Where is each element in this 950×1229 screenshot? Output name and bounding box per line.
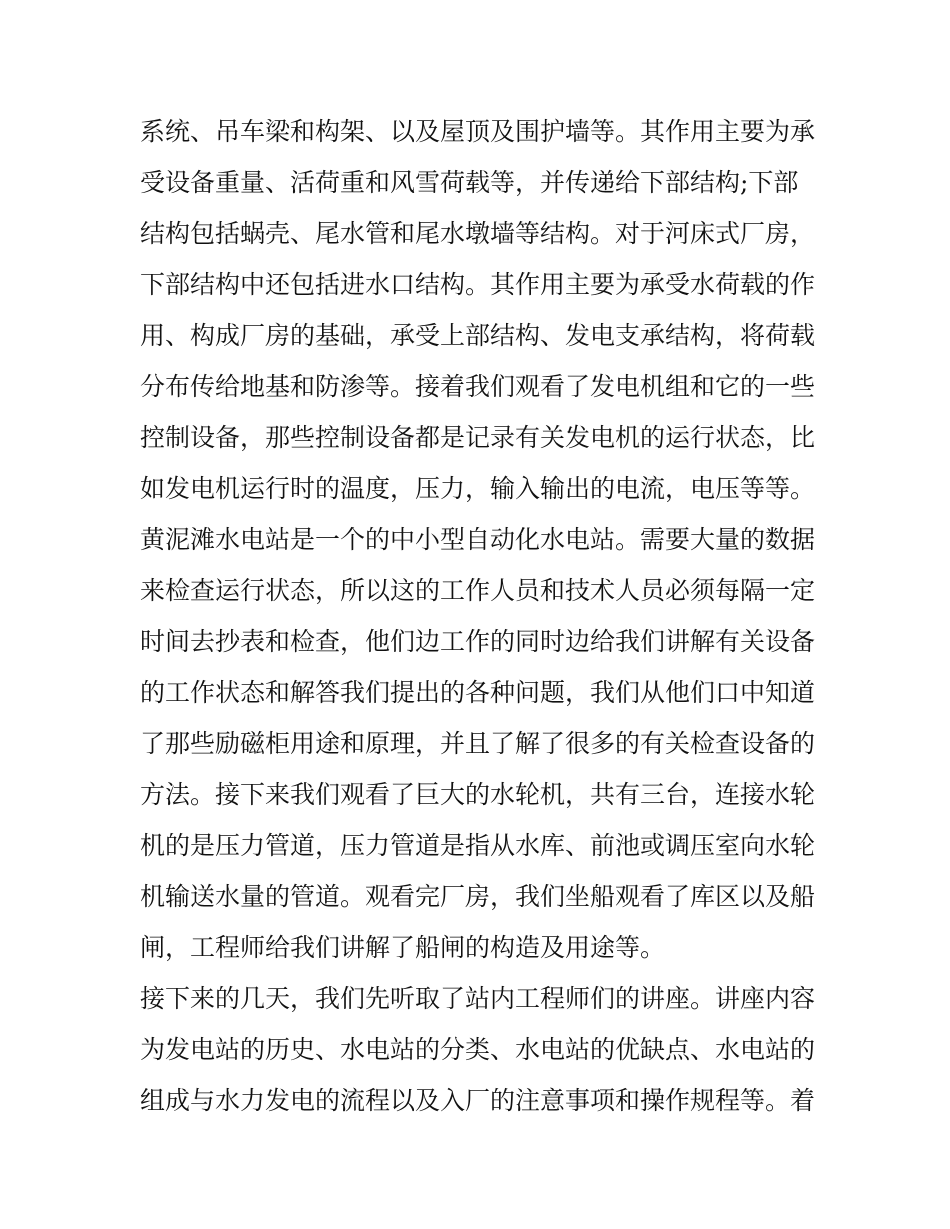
text-line-17: 闸，工程师给我们讲解了船闸的构造及用途等。	[140, 933, 666, 962]
text-line-3: 结构包括蜗壳、尾水管和尾水墩墙等结构。对于河床式厂房，	[140, 219, 816, 248]
text-line-18: 接下来的几天，我们先听取了站内工程师们的讲座。讲座内容	[140, 984, 816, 1013]
text-line-10: 来检查运行状态，所以这的工作人员和技术人员必须每隔一定	[140, 576, 816, 605]
text-line-13: 了那些励磁柜用途和原理，并且了解了很多的有关检查设备的	[140, 729, 816, 758]
text-line-5: 用、构成厂房的基础，承受上部结构、发电支承结构，将荷载	[140, 321, 816, 350]
text-line-12: 的工作状态和解答我们提出的各种问题，我们从他们口中知道	[140, 678, 816, 707]
text-line-1: 系统、吊车梁和构架、以及屋顶及围护墙等。其作用主要为承	[140, 117, 816, 146]
text-line-4: 下部结构中还包括进水口结构。其作用主要为承受水荷载的作	[140, 270, 816, 299]
text-line-7: 控制设备，那些控制设备都是记录有关发电机的运行状态，比	[140, 423, 816, 452]
body-text	[140, 106, 820, 1126]
text-line-16: 机输送水量的管道。观看完厂房，我们坐船观看了库区以及船	[140, 882, 816, 911]
text-line-6: 分布传给地基和防渗等。接着我们观看了发电机组和它的一些	[140, 372, 816, 401]
text-line-15: 机的是压力管道，压力管道是指从水库、前池或调压室向水轮	[140, 831, 816, 860]
text-line-14: 方法。接下来我们观看了巨大的水轮机，共有三台，连接水轮	[140, 780, 816, 809]
text-line-2: 受设备重量、活荷重和风雪荷载等，并传递给下部结构;下部	[140, 168, 799, 197]
text-line-11: 时间去抄表和检查，他们边工作的同时边给我们讲解有关设备	[140, 627, 816, 656]
text-line-20: 组成与水力发电的流程以及入厂的注意事项和操作规程等。着	[140, 1086, 816, 1115]
text-line-9: 黄泥滩水电站是一个的中小型自动化水电站。需要大量的数据	[140, 525, 816, 554]
text-line-19: 为发电站的历史、水电站的分类、水电站的优缺点、水电站的	[140, 1035, 816, 1064]
text-line-8: 如发电机运行时的温度，压力，输入输出的电流，电压等等。	[140, 474, 816, 503]
